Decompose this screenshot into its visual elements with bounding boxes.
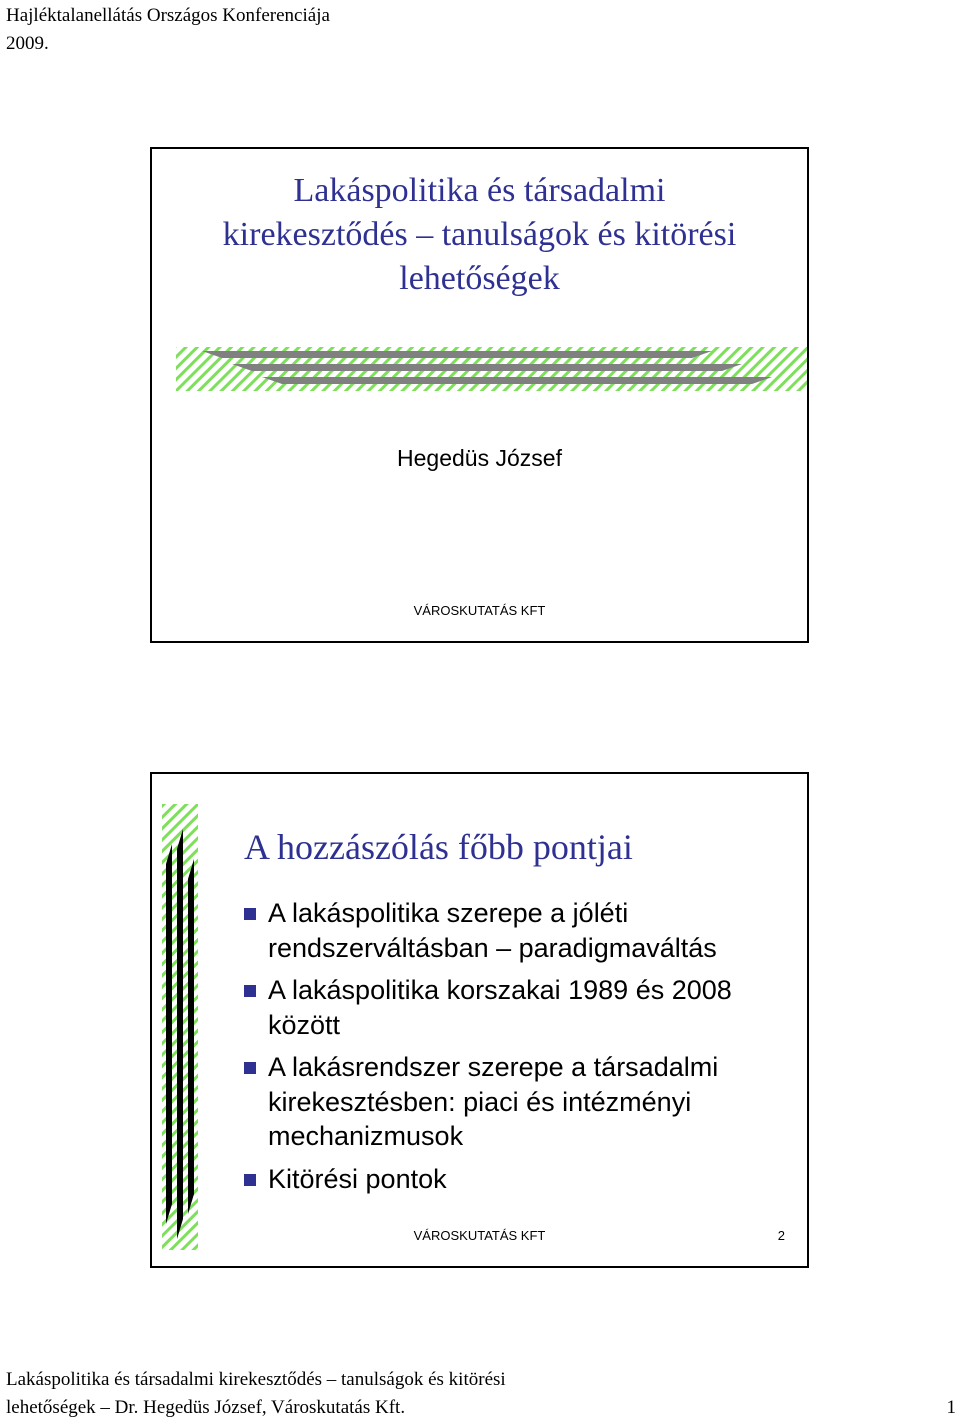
bullet-list [244,896,784,1204]
bullet-text: Kitörési pontok [268,1163,447,1194]
page-footer [6,1366,956,1422]
slide-1-footer: VÁROSKUTATÁS KFT [413,603,546,618]
bullet-text: között [268,1009,341,1040]
slide-1-author: Hegedüs József [397,445,562,471]
page-header [6,2,606,58]
bullet-text: kirekesztésben: piaci és intézményi [268,1086,692,1117]
gray-bar [232,364,742,371]
square-bullet-icon [244,1062,256,1074]
slide-2-page-number: 2 [777,1228,785,1243]
bullet-text: A lakásrendszer szerepe a társadalmi [268,1052,719,1082]
slide-2 [150,772,809,1268]
black-bar [188,859,194,1214]
bullet-text: A lakáspolitika korszakai 1989 és 2008 [268,975,732,1005]
slide-1-title-line: kirekesztődés – tanulságok és kitörési [222,216,737,253]
page-header-title: Hajléktalanellátás Országos Konferenciája [6,5,330,26]
square-bullet-icon [244,1174,256,1186]
vertical-decoration-graphic [162,804,202,1254]
bullet-item [244,1050,784,1154]
slide-1-title-line: lehetőségek [399,260,560,297]
page-footer-line: lehetőségek – Dr. Hegedüs József, Városkutatás Kft. [6,1397,406,1418]
square-bullet-icon [244,908,256,920]
slide-1 [150,147,809,643]
slide-2-footer: VÁROSKUTATÁS KFT [413,1228,546,1243]
black-bar [177,829,183,1239]
bullet-text: A lakáspolitika szerepe a jóléti [268,898,629,928]
black-bar [166,844,172,1224]
bullet-text: mechanizmusok [268,1121,464,1151]
bullet-item [244,896,784,965]
page-header-year: 2009. [6,33,49,54]
gray-bar [202,351,712,358]
slide-1-title-line: Lakáspolitika és társadalmi [293,172,666,209]
gray-bar [262,377,772,384]
slide-1-title [152,169,807,301]
square-bullet-icon [244,985,256,997]
slide-2-title: A hozzászólás főbb pontjai [244,827,633,867]
bullet-item [244,1162,784,1197]
bullet-text: rendszerváltásban – paradigmaváltás [268,932,717,963]
page-footer-line: Lakáspolitika és társadalmi kirekesztődés – tanulságok és kitörési [6,1369,506,1390]
page-number: 1 [946,1397,956,1418]
horizontal-decoration-graphic [152,345,807,393]
bullet-item [244,973,784,1042]
